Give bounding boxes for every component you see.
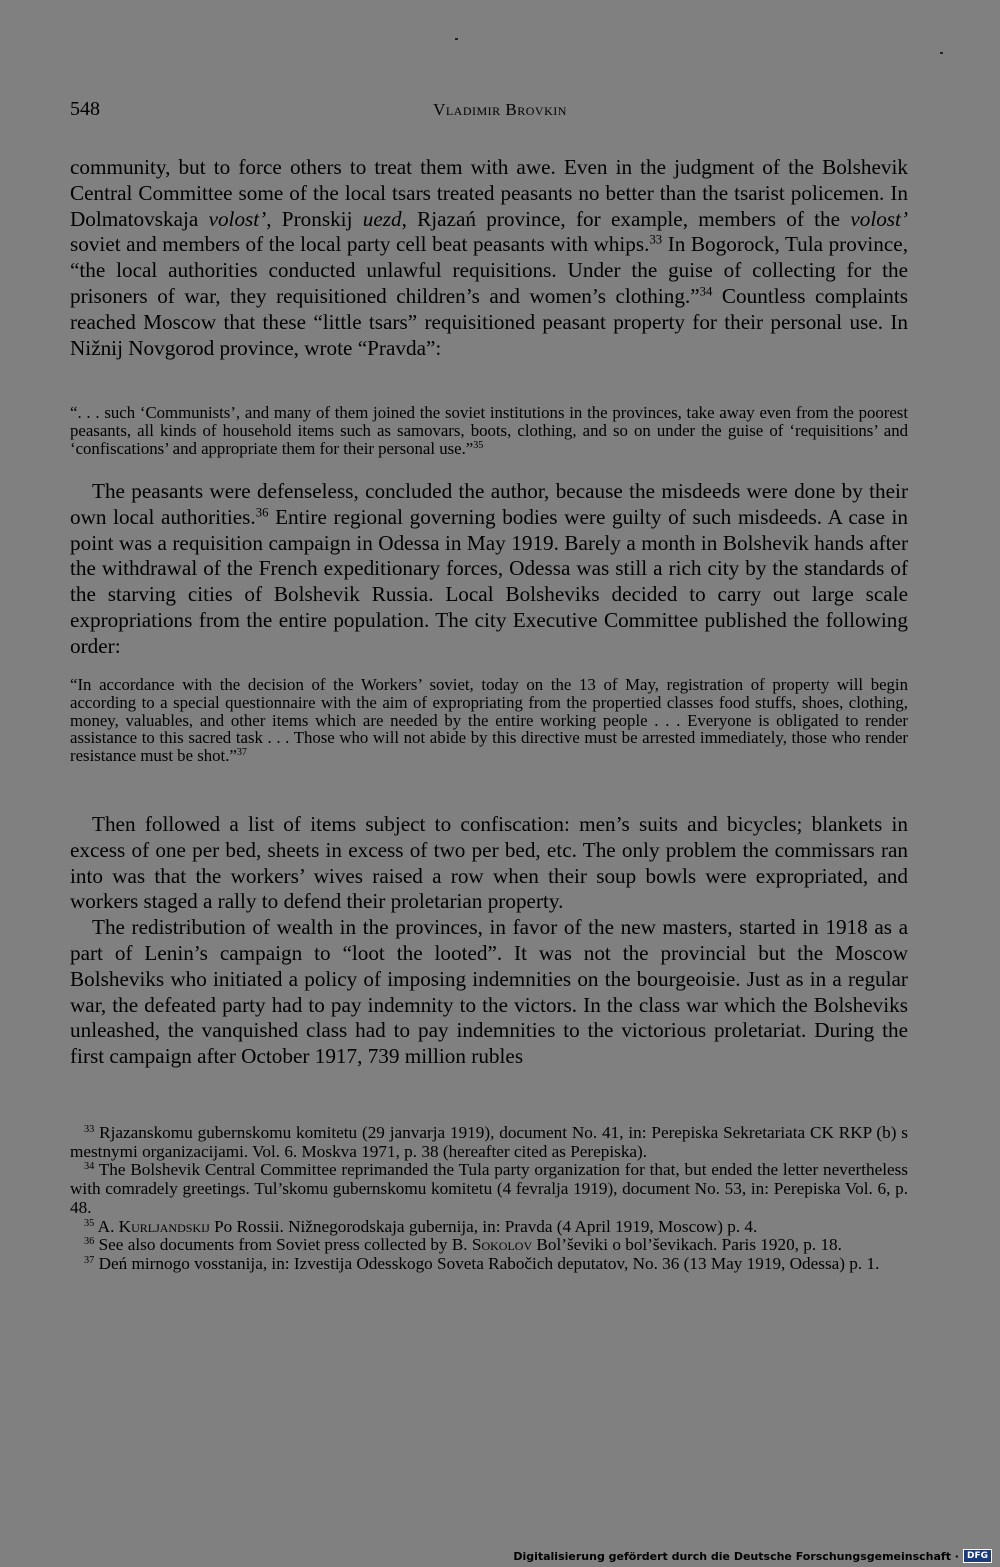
paragraph-1: community, but to force others to treat them with awe. Even in the judgment of the Bolshevik Central Committee some of the local tsars treated peasants no better than the tsarist policemen. In Dolmatovskaja volost’, Pronskij uezd, Rjazań province, for example, members of the volost’ soviet and members of the local party cell beat peasants with whips.$^{33}$ In Bogorock, Tula province, “the local authorities conducted unlawful requisitions. Under the guise of collecting for the prisoners of war, they requisitioned children’s and women’s clothing.”$^{34}$ Countless complaints reached Moscow that these “little tsars” requisitioned peasant property for their personal use. In Nižnij Novgorod province, wrote “Pravda”: <box>70 155 908 360</box>
footnote-ref: 33 <box>649 232 663 247</box>
paragraph-3-4 <box>70 812 908 1070</box>
page-number: 548 <box>70 98 100 120</box>
dfg-logo-icon: DFG <box>963 1549 992 1563</box>
footnote-34: $^{34}$ The Bolshevik Central Committee reprimanded the Tula party organization for that, but ended the letter nevertheless with comradely greetings. Tul’skomu gubernskomu komitetu (4 fevralja 1919), document No. 53, in: Perepiska Vol. 6, p. 48. <box>70 1160 908 1217</box>
footnotes <box>70 1124 908 1274</box>
credit-text: Digitalisierung gefördert durch die Deutsche Forschungsgemeinschaft · <box>513 1549 959 1563</box>
digitization-credit <box>513 1549 992 1563</box>
scan-speck <box>940 52 943 54</box>
paragraph-3: Then followed a list of items subject to confiscation: men’s suits and bicycles; blankets in excess of one per bed, sheets in excess of two per bed, etc. The only problem the commissars ran into was that the workers’ wives raised a row when their soup bowls were expropriated, and workers staged a rally to defend their proletarian property. <box>70 812 908 914</box>
footnote-ref: 34 <box>699 284 713 299</box>
footnote-33: $^{33}$ Rjazanskomu gubernskomu komitetu (29 janvarja 1919), document No. 41, in: Perepiska Sekretariata CK RKP (b) s mestnymi organizacijami. Vol. 6. Moskva 1971, p. 38 (hereafter cited as Perepiska). <box>70 1123 908 1161</box>
footnote-37: $^{37}$ Deń mirnogo vosstanija, in: Izvestija Odesskogo Soveta Rabočich deputatov, No. 36 (13 May 1919, Odessa) p. 1. <box>84 1253 880 1273</box>
scan-speck <box>455 38 458 40</box>
footnote-35: $^{35}$ A. Kurljandskij Po Rossii. Nižnegorodskaja gubernija, in: Pravda (4 April 1919, Moscow) p. 4. <box>84 1216 758 1236</box>
footnote-ref: 36 <box>255 505 269 520</box>
paragraph-4: The redistribution of wealth in the provinces, in favor of the new masters, started in 1918 as a part of Lenin’s campaign to “loot the looted”. It was not the provincial but the Moscow Bolsheviks who initiated a policy of imposing indemnities on the bourgeoisie. Just as in a regular war, the defeated party had to pay indemnity to the victors. In the class war which the Bolsheviks unleashed, the vanquished class had to pay indemnities to the victorious proletariat. During the first campaign after October 1917, 739 million rubles <box>70 915 908 1069</box>
block-quote-1: “. . . such ‘Communists’, and many of them joined the soviet institutions in the provinces, take away even from the poorest peasants, all kinds of household items such as samovars, boots, clothing, and so on under the guise of ‘requisitions’ and ‘confiscations’ and appropriate them for their personal use.”$^{35}$ <box>70 403 908 458</box>
footnote-ref: 35 <box>473 439 484 451</box>
footnote-ref: 37 <box>236 747 247 759</box>
paragraph-2: The peasants were defenseless, concluded the author, because the misdeeds were done by their own local authorities.$^{36}$ Entire regional governing bodies were guilty of such misdeeds. A case in point was a requisition campaign in Odessa in May 1919. Barely a month in Bolshevik hands after the withdrawal of the French expeditionary forces, Odessa was still a rich city by the standards of the starving cities of Bolshevik Russia. Local Bolsheviks decided to carry out large scale expropriations from the entire population. The city Executive Committee published the following order: <box>70 479 908 658</box>
footnote-36: $^{36}$ See also documents from Soviet press collected by B. Sokolov Bol’ševiki o bol’ševikach. Paris 1920, p. 18. <box>84 1235 842 1255</box>
running-head: Vladimir Brovkin <box>433 100 567 119</box>
block-quote-2: “In accordance with the decision of the Workers’ soviet, today on the 13 of May, registration of property will begin according to a special questionnaire with the aim of expropriating from the propertied classes food stuffs, shoes, clothing, money, valuables, and other items which are needed by the entire working people . . . Everyone is obligated to render assistance to this sacred task . . . Those who will not abide by this directive must be arrested immediately, those who render resistance must be shot.”$^{37}$ <box>70 675 908 766</box>
